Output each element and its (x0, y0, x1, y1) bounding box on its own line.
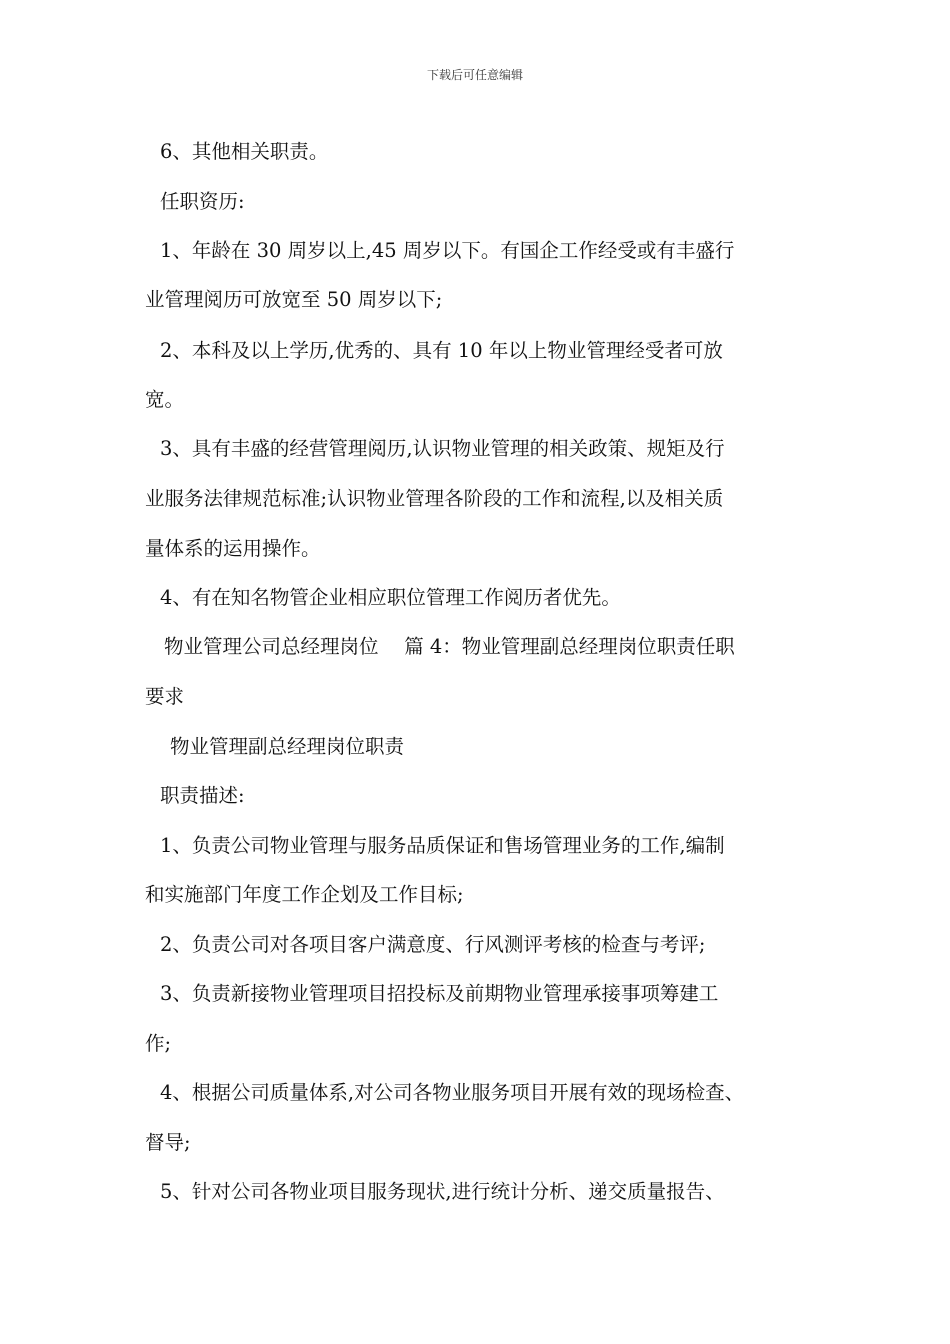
text-line: 5、针对公司各物业项目服务现状,进行统计分析、递交质量报告、 (160, 1180, 725, 1203)
text-line: 3、负责新接物业管理项目招投标及前期物业管理承接事项筹建工 (160, 982, 719, 1005)
text-line: 要求 (145, 685, 185, 708)
text-line: 宽。 (145, 388, 185, 411)
text-line: 物业管理公司总经理岗位 篇 4：物业管理副总经理岗位职责任职 (164, 635, 735, 658)
text-line: 2、本科及以上学历,优秀的、具有 10 年以上物业管理经受者可放 (160, 339, 723, 362)
text-line: 业管理阅历可放宽至 50 周岁以下; (145, 288, 443, 311)
text-line: 6、其他相关职责。 (160, 140, 329, 163)
text-line: 督导; (145, 1131, 191, 1154)
page-header: 下载后可任意编辑 (426, 68, 523, 82)
text-line: 和实施部门年度工作企划及工作目标; (145, 883, 464, 906)
text-line: 物业管理副总经理岗位职责 (170, 735, 405, 758)
text-line: 量体系的运用操作。 (145, 537, 321, 560)
text-line: 职责描述: (160, 784, 245, 807)
text-line: 4、有在知名物管企业相应职位管理工作阅历者优先。 (160, 586, 621, 609)
text-line: 1、年龄在 30 周岁以上,45 周岁以下。有国企工作经受或有丰盛行 (160, 239, 735, 262)
text-line: 4、根据公司质量体系,对公司各物业服务项目开展有效的现场检查、 (160, 1081, 745, 1104)
text-line: 任职资历: (160, 190, 245, 213)
text-line: 2、负责公司对各项目客户满意度、行风测评考核的检查与考评; (160, 933, 706, 956)
text-line: 作; (145, 1032, 172, 1055)
text-line: 1、负责公司物业管理与服务品质保证和售场管理业务的工作,编制 (160, 834, 725, 857)
text-line: 业服务法律规范标准;认识物业管理各阶段的工作和流程,以及相关质 (145, 487, 724, 510)
text-line: 3、具有丰盛的经营管理阅历,认识物业管理的相关政策、规矩及行 (160, 437, 725, 460)
